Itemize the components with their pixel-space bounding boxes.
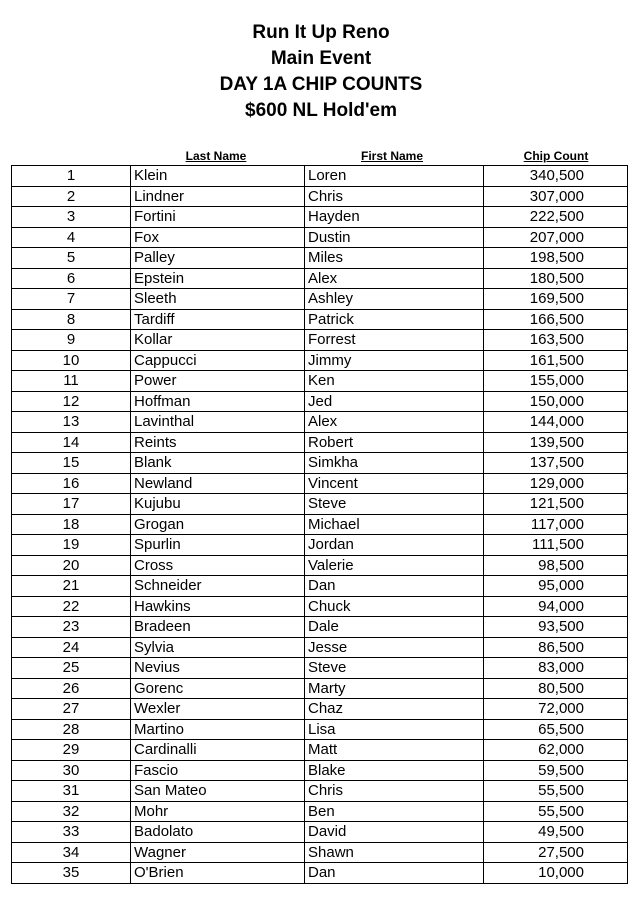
first-name-cell: Dan xyxy=(305,863,484,884)
document-title xyxy=(0,20,642,124)
last-name-cell: Wagner xyxy=(131,842,305,863)
first-name-cell: Blake xyxy=(305,760,484,781)
first-name-cell: Jed xyxy=(305,391,484,412)
chip-count-cell: 80,500 xyxy=(484,678,628,699)
rank-cell: 23 xyxy=(12,617,131,638)
chip-count-cell: 83,000 xyxy=(484,658,628,679)
chip-count-cell: 111,500 xyxy=(484,535,628,556)
last-name-cell: Cardinalli xyxy=(131,740,305,761)
rank-cell: 9 xyxy=(12,330,131,351)
last-name-cell: Nevius xyxy=(131,658,305,679)
first-name-cell: Hayden xyxy=(305,207,484,228)
chip-count-cell: 121,500 xyxy=(484,494,628,515)
last-name-cell: Hoffman xyxy=(131,391,305,412)
first-name-cell: Marty xyxy=(305,678,484,699)
last-name-cell: San Mateo xyxy=(131,781,305,802)
rank-cell: 25 xyxy=(12,658,131,679)
last-name-cell: Newland xyxy=(131,473,305,494)
chip-count-cell: 169,500 xyxy=(484,289,628,310)
chip-count-table xyxy=(11,165,628,884)
last-name-cell: Lavinthal xyxy=(131,412,305,433)
table-row xyxy=(12,863,628,884)
chip-count-cell: 49,500 xyxy=(484,822,628,843)
last-name-cell: Bradeen xyxy=(131,617,305,638)
rank-cell: 26 xyxy=(12,678,131,699)
last-name-cell: Cappucci xyxy=(131,350,305,371)
first-name-cell: Chris xyxy=(305,186,484,207)
first-name-cell: Miles xyxy=(305,248,484,269)
first-name-cell: David xyxy=(305,822,484,843)
first-name-cell: Chris xyxy=(305,781,484,802)
table-row xyxy=(12,760,628,781)
table-body xyxy=(12,166,628,884)
first-name-cell: Alex xyxy=(305,268,484,289)
first-name-cell: Chaz xyxy=(305,699,484,720)
rank-cell: 14 xyxy=(12,432,131,453)
chip-count-cell: 59,500 xyxy=(484,760,628,781)
table-row xyxy=(12,473,628,494)
chip-count-cell: 98,500 xyxy=(484,555,628,576)
chip-count-cell: 27,500 xyxy=(484,842,628,863)
table-row xyxy=(12,371,628,392)
rank-cell: 32 xyxy=(12,801,131,822)
rank-cell: 31 xyxy=(12,781,131,802)
rank-cell: 22 xyxy=(12,596,131,617)
rank-cell: 33 xyxy=(12,822,131,843)
table-row xyxy=(12,309,628,330)
first-name-cell: Patrick xyxy=(305,309,484,330)
table-row xyxy=(12,842,628,863)
chip-count-cell: 117,000 xyxy=(484,514,628,535)
table-row xyxy=(12,658,628,679)
chip-count-cell: 86,500 xyxy=(484,637,628,658)
last-name-cell: Klein xyxy=(131,166,305,187)
event-type: Main Event xyxy=(270,48,372,69)
last-name-cell: Wexler xyxy=(131,699,305,720)
table-row xyxy=(12,678,628,699)
last-name-cell: Grogan xyxy=(131,514,305,535)
day-label: DAY 1A CHIP COUNTS xyxy=(219,74,423,95)
table-row xyxy=(12,166,628,187)
rank-cell: 7 xyxy=(12,289,131,310)
first-name-cell: Ben xyxy=(305,801,484,822)
rank-cell: 10 xyxy=(12,350,131,371)
last-name-cell: Kollar xyxy=(131,330,305,351)
rank-cell: 11 xyxy=(12,371,131,392)
game-label: $600 NL Hold'em xyxy=(245,100,397,121)
last-name-cell: Hawkins xyxy=(131,596,305,617)
table-row xyxy=(12,719,628,740)
first-name-cell: Forrest xyxy=(305,330,484,351)
last-name-cell: Sleeth xyxy=(131,289,305,310)
chip-count-cell: 180,500 xyxy=(484,268,628,289)
rank-cell: 13 xyxy=(12,412,131,433)
first-name-cell: Matt xyxy=(305,740,484,761)
last-name-cell: Cross xyxy=(131,555,305,576)
first-name-cell: Jesse xyxy=(305,637,484,658)
first-name-cell: Ken xyxy=(305,371,484,392)
chip-count-cell: 161,500 xyxy=(484,350,628,371)
first-name-cell: Steve xyxy=(305,658,484,679)
first-name-cell: Dan xyxy=(305,576,484,597)
rank-cell: 16 xyxy=(12,473,131,494)
rank-cell: 1 xyxy=(12,166,131,187)
chip-count-cell: 207,000 xyxy=(484,227,628,248)
rank-cell: 5 xyxy=(12,248,131,269)
first-name-cell: Alex xyxy=(305,412,484,433)
last-name-cell: Palley xyxy=(131,248,305,269)
table-row xyxy=(12,453,628,474)
chip-count-cell: 95,000 xyxy=(484,576,628,597)
last-name-cell: Lindner xyxy=(131,186,305,207)
table-row xyxy=(12,494,628,515)
chip-count-cell: 198,500 xyxy=(484,248,628,269)
table-row xyxy=(12,617,628,638)
first-name-cell: Jordan xyxy=(305,535,484,556)
table-row xyxy=(12,822,628,843)
first-name-cell: Robert xyxy=(305,432,484,453)
rank-cell: 4 xyxy=(12,227,131,248)
chip-count-cell: 139,500 xyxy=(484,432,628,453)
table-row xyxy=(12,596,628,617)
last-name-cell: Kujubu xyxy=(131,494,305,515)
rank-cell: 6 xyxy=(12,268,131,289)
last-name-header: Last Name xyxy=(185,149,247,163)
chip-count-cell: 166,500 xyxy=(484,309,628,330)
first-name-cell: Jimmy xyxy=(305,350,484,371)
chip-count-cell: 55,500 xyxy=(484,781,628,802)
chip-count-cell: 222,500 xyxy=(484,207,628,228)
rank-cell: 15 xyxy=(12,453,131,474)
rank-cell: 28 xyxy=(12,719,131,740)
table-row xyxy=(12,740,628,761)
table-row xyxy=(12,699,628,720)
last-name-cell: Blank xyxy=(131,453,305,474)
rank-cell: 8 xyxy=(12,309,131,330)
rank-cell: 20 xyxy=(12,555,131,576)
rank-cell: 18 xyxy=(12,514,131,535)
last-name-cell: Mohr xyxy=(131,801,305,822)
first-name-cell: Shawn xyxy=(305,842,484,863)
table-row xyxy=(12,514,628,535)
rank-cell: 35 xyxy=(12,863,131,884)
first-name-cell: Simkha xyxy=(305,453,484,474)
rank-cell: 21 xyxy=(12,576,131,597)
chip-count-cell: 72,000 xyxy=(484,699,628,720)
chip-count-header: Chip Count xyxy=(523,149,589,163)
table-row xyxy=(12,268,628,289)
table-row xyxy=(12,781,628,802)
rank-cell: 12 xyxy=(12,391,131,412)
last-name-cell: Martino xyxy=(131,719,305,740)
first-name-cell: Michael xyxy=(305,514,484,535)
first-name-cell: Chuck xyxy=(305,596,484,617)
last-name-cell: Fascio xyxy=(131,760,305,781)
chip-count-cell: 137,500 xyxy=(484,453,628,474)
rank-cell: 30 xyxy=(12,760,131,781)
last-name-cell: Sylvia xyxy=(131,637,305,658)
first-name-cell: Ashley xyxy=(305,289,484,310)
last-name-cell: Badolato xyxy=(131,822,305,843)
first-name-cell: Steve xyxy=(305,494,484,515)
chip-count-cell: 150,000 xyxy=(484,391,628,412)
chip-count-cell: 155,000 xyxy=(484,371,628,392)
last-name-cell: Tardiff xyxy=(131,309,305,330)
table-row xyxy=(12,576,628,597)
table-row xyxy=(12,186,628,207)
rank-cell: 34 xyxy=(12,842,131,863)
table-row xyxy=(12,801,628,822)
rank-cell: 17 xyxy=(12,494,131,515)
last-name-cell: Fortini xyxy=(131,207,305,228)
chip-count-cell: 65,500 xyxy=(484,719,628,740)
chip-count-cell: 55,500 xyxy=(484,801,628,822)
chip-count-cell: 307,000 xyxy=(484,186,628,207)
last-name-cell: O'Brien xyxy=(131,863,305,884)
chip-count-cell: 129,000 xyxy=(484,473,628,494)
rank-cell: 29 xyxy=(12,740,131,761)
first-name-cell: Lisa xyxy=(305,719,484,740)
rank-cell: 27 xyxy=(12,699,131,720)
table-row xyxy=(12,412,628,433)
table-row xyxy=(12,637,628,658)
last-name-cell: Spurlin xyxy=(131,535,305,556)
table-row xyxy=(12,555,628,576)
rank-cell: 24 xyxy=(12,637,131,658)
table-row xyxy=(12,207,628,228)
event-name: Run It Up Reno xyxy=(252,22,390,43)
first-name-cell: Dustin xyxy=(305,227,484,248)
last-name-cell: Fox xyxy=(131,227,305,248)
rank-cell: 2 xyxy=(12,186,131,207)
last-name-cell: Reints xyxy=(131,432,305,453)
first-name-cell: Dale xyxy=(305,617,484,638)
last-name-cell: Power xyxy=(131,371,305,392)
table-row xyxy=(12,330,628,351)
first-name-cell: Vincent xyxy=(305,473,484,494)
chip-count-cell: 93,500 xyxy=(484,617,628,638)
last-name-cell: Schneider xyxy=(131,576,305,597)
chip-count-cell: 94,000 xyxy=(484,596,628,617)
table-row xyxy=(12,350,628,371)
table-row xyxy=(12,248,628,269)
last-name-cell: Epstein xyxy=(131,268,305,289)
table-row xyxy=(12,535,628,556)
first-name-cell: Loren xyxy=(305,166,484,187)
chip-count-cell: 340,500 xyxy=(484,166,628,187)
table-row xyxy=(12,432,628,453)
rank-cell: 19 xyxy=(12,535,131,556)
first-name-cell: Valerie xyxy=(305,555,484,576)
rank-cell: 3 xyxy=(12,207,131,228)
table-row xyxy=(12,391,628,412)
last-name-cell: Gorenc xyxy=(131,678,305,699)
chip-count-cell: 10,000 xyxy=(484,863,628,884)
chip-count-cell: 163,500 xyxy=(484,330,628,351)
table-row xyxy=(12,227,628,248)
first-name-header: First Name xyxy=(360,149,424,163)
table-row xyxy=(12,289,628,310)
chip-count-cell: 62,000 xyxy=(484,740,628,761)
chip-count-cell: 144,000 xyxy=(484,412,628,433)
